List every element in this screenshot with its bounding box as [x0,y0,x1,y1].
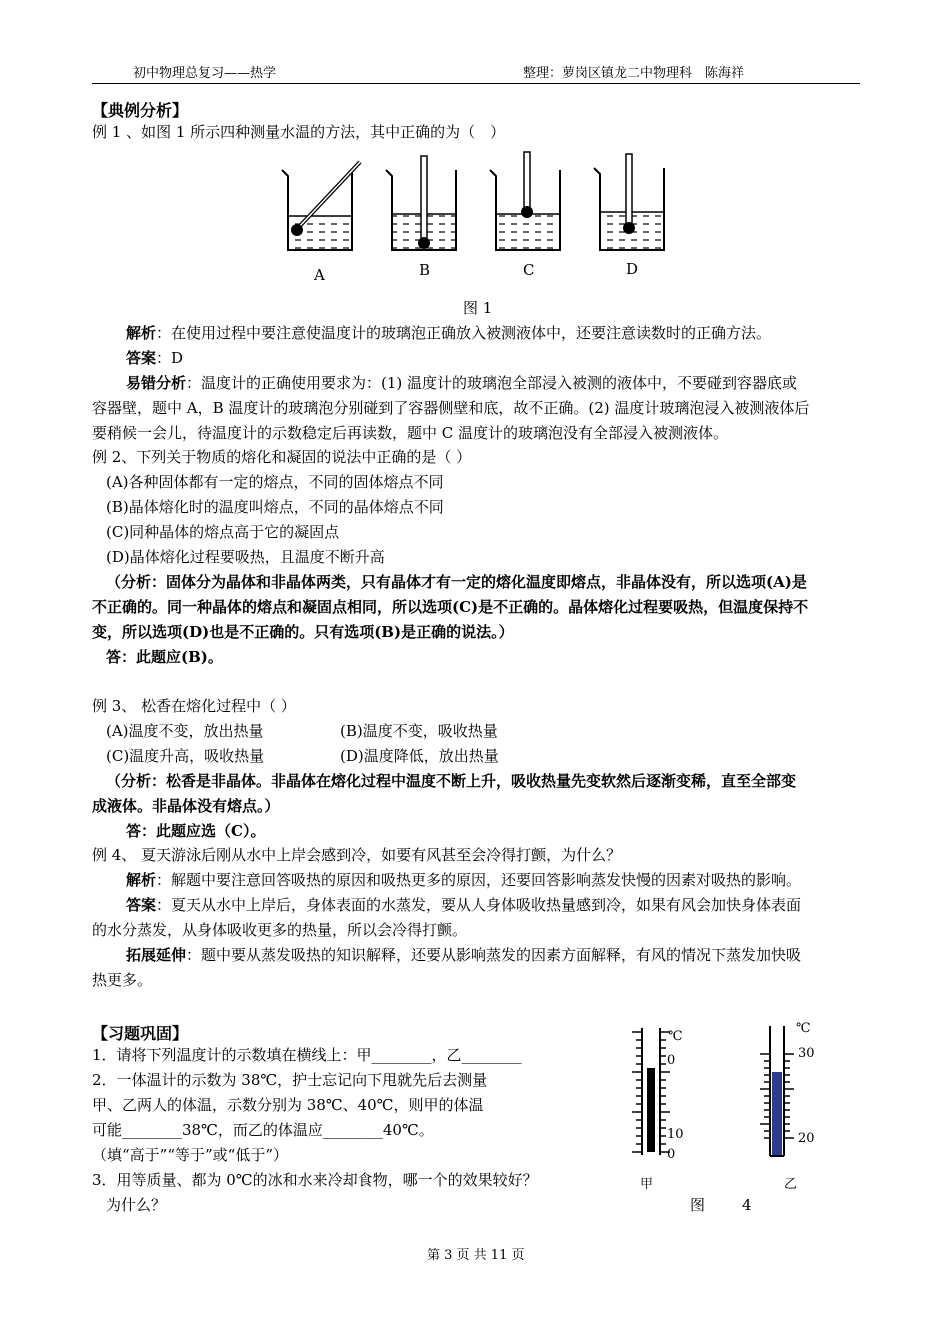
example4-question: 例 4、 夏天游泳后刚从水中上岸会感到冷，如要有风甚至会冷得打颤，为什么？ [92,846,622,864]
exercise-line2: 2．一体温计的示数为 38℃，护士忘记向下甩就先后去测量 [92,1071,488,1089]
exercise-line6: 3．用等质量、都为 0℃的冰和水来冷却食物，哪一个的效果较好？ [92,1171,538,1189]
jia-name: 甲 [640,1177,654,1192]
example2-analysis-line2: 不正确的。同一种晶体的熔点和凝固点相同，所以选项(C)是不正确的。晶体熔化过程要吸热，但温度保持不 [92,598,809,616]
example3-option-a: (A)温度不变，放出热量 [106,722,264,740]
exercise-line3: 甲、乙两人的体温，示数分别为 38℃、40℃，则甲的体温 [92,1096,484,1114]
example3-option-c: (C)温度升高，吸收热量 [106,747,265,765]
example4-analysis: 解析：解题中要注意回答吸热的原因和吸热更多的原因，还要回答影响蒸发快慢的因素对吸热的影响。 [126,871,802,889]
jia-unit: ℃ [668,1029,683,1044]
figure1-beakers [270,148,670,288]
example2-option-b: (B)晶体熔化时的温度叫熔点，不同的晶体熔点不同 [106,498,444,516]
example2-analysis-line3: 变，所以选项(D)也是不正确的。只有选项(B)是正确的说法。） [92,623,514,641]
yi-name: 乙 [784,1177,798,1192]
exercise-line7: 为什么？ [106,1196,167,1214]
example1-mistake-line3: 要稍候一会儿，待温度计的示数稳定后再读数，题中 C 温度计的玻璃泡没有全部浸入被测液体。 [92,424,729,442]
example4-answer-line1: 答案：夏天从水中上岸后，身体表面的水蒸发，要从人身体吸收热量感到冷，如果有风会加快身体表面 [126,896,802,914]
example2-answer: 答：此题应(B)。 [106,648,223,666]
beaker-d [594,154,664,250]
example3-analysis-line2: 成液体。非晶体没有熔点。） [92,797,280,815]
example4-extend-line2: 热更多。 [92,971,153,989]
beaker-b [386,156,456,250]
example1-mistake-line1: 易错分析：温度计的正确使用要求为：(1) 温度计的玻璃泡全部浸入被测的液体中，不要碰到容器底或 [126,374,798,392]
page-footer: 第 3 页 共 11 页 [427,1248,525,1263]
beaker-label-c: C [523,261,535,279]
example2-option-a: (A)各种固体都有一定的熔点，不同的固体熔点不同 [106,473,444,491]
example2-analysis-line1: （分析：固体分为晶体和非晶体两类，只有晶体才有一定的熔化温度即熔点，非晶体没有，所以选项(A)是 [106,573,807,591]
figure4-thermometers [620,1020,800,1170]
example1-answer: 答案：D [126,349,184,367]
beaker-label-a: A [314,266,325,284]
example1-mistake-line2: 容器壁，题中 A，B 温度计的玻璃泡分别碰到了容器侧壁和底，故不正确。(2) 温度计玻璃泡浸入被测液体后 [92,399,810,417]
beaker-label-b: B [419,261,431,279]
jia-label-10: 10 [667,1127,684,1142]
beaker-c [490,152,560,250]
beaker-a [282,162,360,250]
example2-option-d: (D)晶体熔化过程要吸热，且温度不断升高 [106,548,385,566]
exercise-line1: 1．请将下列温度计的示数填在横线上：甲________，乙________ [92,1046,522,1064]
jia-label-0: 0 [667,1053,676,1068]
example4-extend-line1: 拓展延伸：题中要从蒸发吸热的知识解释，还要从影响蒸发的因素方面解释，有风的情况下蒸发加快吸 [126,946,802,964]
header-left: 初中物理总复习——热学 [133,66,277,81]
thermometer-jia [632,1028,670,1155]
exercise-line4: 可能________38℃，而乙的体温应________40℃。 [92,1121,434,1139]
example2-question: 例 2、下列关于物质的熔化和凝固的说法中正确的是（ ） [92,448,472,466]
figure1-caption: 图 1 [463,299,493,317]
header-right: 整理：萝岗区镇龙二中物理科 陈海祥 [523,66,745,81]
example3-question: 例 3、 松香在熔化过程中（ ） [92,697,296,715]
figure4-caption-b: 4 [742,1196,752,1214]
section-title-exercises: 【习题巩固】 [92,1024,189,1043]
exercise-line5: （填“高于”“等于”或“低于”） [92,1146,289,1164]
example3-option-b: (B)温度不变，吸收热量 [340,722,498,740]
example1-analysis: 解析：在使用过程中要注意使温度计的玻璃泡正确放入被测液体中，还要注意读数时的正确方法。 [126,324,772,342]
example3-analysis-line1: （分析：松香是非晶体。非晶体在熔化过程中温度不断上升，吸收热量先变软然后逐渐变稀，直至全部变 [106,772,797,790]
example3-answer: 答：此题应选（C）。 [126,822,266,840]
jia-label-0-bottom: 0 [667,1147,676,1162]
example2-option-c: (C)同种晶体的熔点高于它的凝固点 [106,523,340,541]
example4-answer-line2: 的水分蒸发，从身体吸收更多的热量，所以会冷得打颤。 [92,921,468,939]
figure4-caption-a: 图 [690,1196,706,1214]
yi-label-20: 20 [798,1131,815,1146]
yi-label-30: 30 [798,1046,815,1061]
section-title-examples: 【典例分析】 [92,101,189,120]
beaker-label-d: D [626,260,639,278]
yi-unit: ℃ [796,1021,811,1036]
example1-question: 例 1 、如图 1 所示四种测量水温的方法，其中正确的为（ ） [92,123,506,141]
thermometer-yi [760,1026,794,1156]
header-divider [92,83,860,84]
example3-option-d: (D)温度降低，放出热量 [340,747,499,765]
